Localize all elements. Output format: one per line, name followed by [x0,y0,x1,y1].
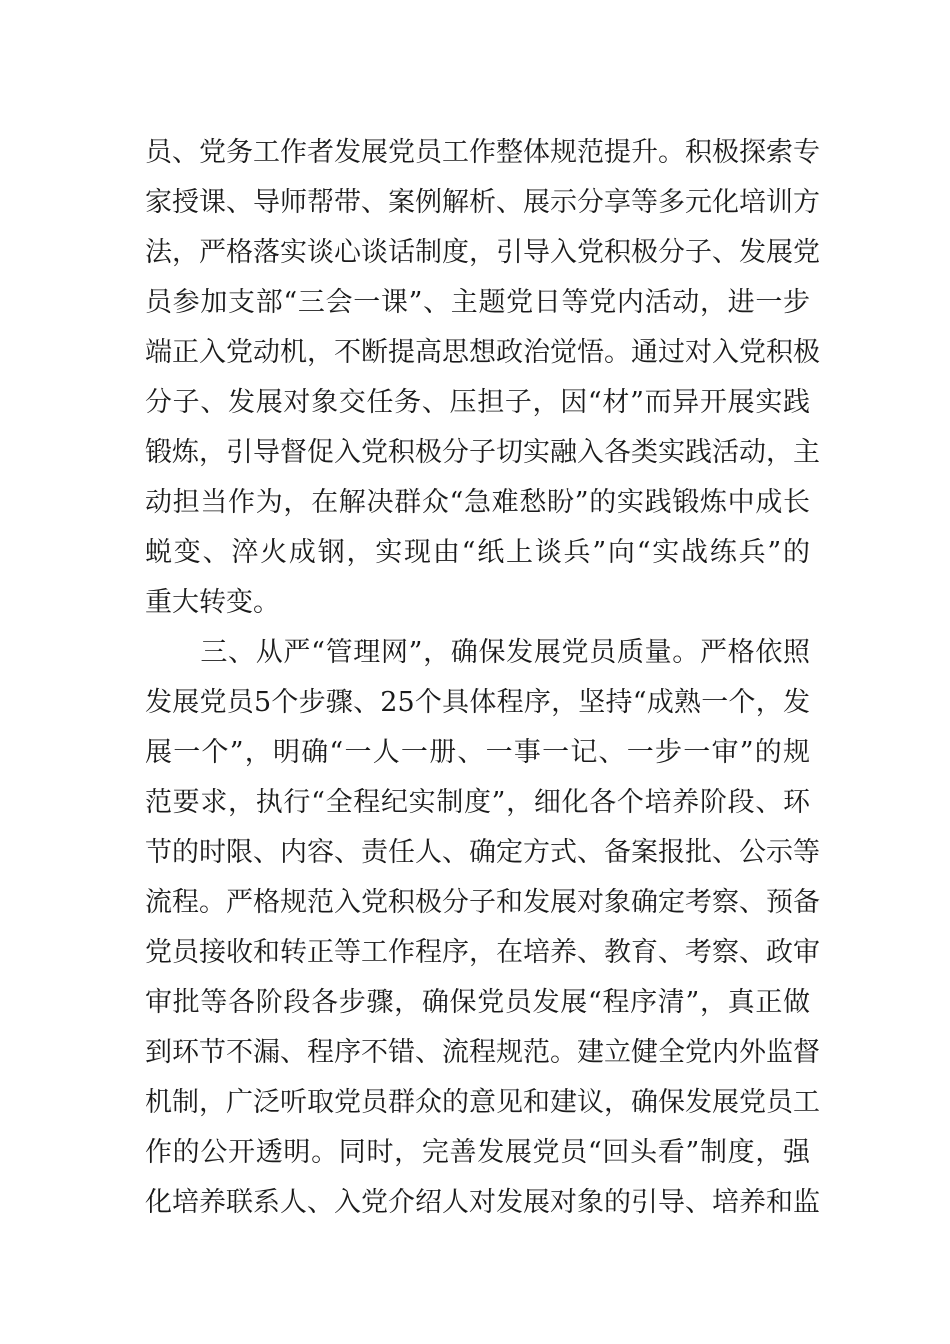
text-line: 化培养联系人、入党介绍人对发展对象的引导、培养和监 [145,1187,820,1218]
paragraph-end-line: 重大转变。 [145,587,280,618]
text-line: 蜕变、淬火成钢，实现由“纸上谈兵”向“实战练兵”的 [145,537,810,568]
text-line: 机制，广泛听取党员群众的意见和建议，确保发展党员工 [145,1087,820,1118]
text-line: 范要求，执行“全程纪实制度”，细化各个培养阶段、环 [145,787,810,818]
text-line: 家授课、导师帮带、案例解析、展示分享等多元化培训方 [145,187,820,218]
text-line: 展一个”，明确“一人一册、一事一记、一步一审”的规 [145,737,810,768]
text-line: 作的公开透明。同时，完善发展党员“回头看”制度，强 [145,1137,810,1168]
section-heading-line: 三、从严“管理网”，确保发展党员质量。严格依照 [145,637,810,668]
body-text [145,128,820,1228]
text-line: 员参加支部“三会一课”、主题党日等党内活动，进一步 [145,287,810,318]
text-line: 分子、发展对象交任务、压担子，因“材”而异开展实践 [145,387,810,418]
text-line: 党员接收和转正等工作程序，在培养、教育、考察、政审 [145,937,820,968]
text-line: 员、党务工作者发展党员工作整体规范提升。积极探索专 [145,137,820,168]
text-line: 到环节不漏、程序不错、流程规范。建立健全党内外监督 [145,1037,820,1068]
text-line: 动担当作为，在解决群众“急难愁盼”的实践锻炼中成长 [145,487,810,518]
text-line: 审批等各阶段各步骤，确保党员发展“程序清”，真正做 [145,987,810,1018]
text-line: 法，严格落实谈心谈话制度，引导入党积极分子、发展党 [145,237,820,268]
text-line: 节的时限、内容、责任人、确定方式、备案报批、公示等 [145,837,820,868]
text-line: 锻炼，引导督促入党积极分子切实融入各类实践活动，主 [145,437,820,468]
text-line: 端正入党动机，不断提高思想政治觉悟。通过对入党积极 [145,337,820,368]
text-line: 发展党员5个步骤、25个具体程序，坚持“成熟一个，发 [145,687,810,718]
text-line: 流程。严格规范入党积极分子和发展对象确定考察、预备 [145,887,820,918]
